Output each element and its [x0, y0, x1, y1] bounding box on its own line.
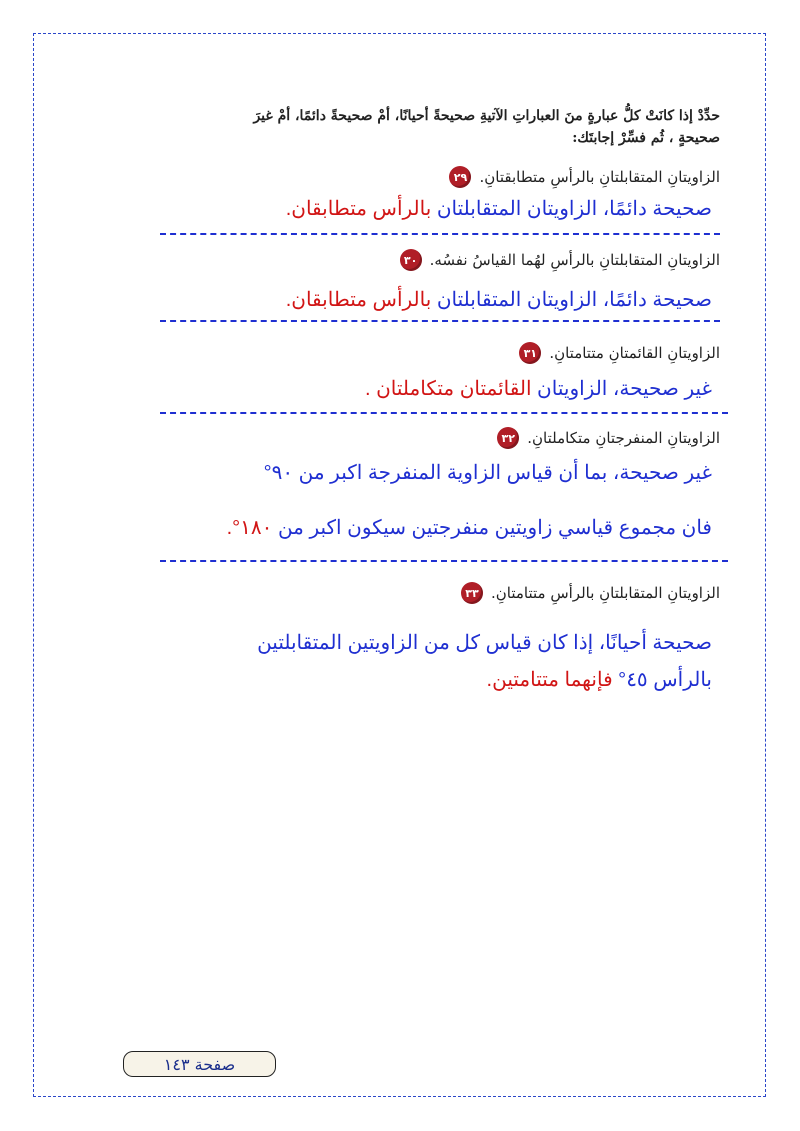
answer-33-line-1 — [257, 630, 712, 655]
question-33 — [461, 582, 720, 604]
question-29 — [449, 166, 720, 188]
answer-segment: غير صحيحة، الزاويتان — [531, 378, 712, 400]
answer-segment: بالرأس متطابقان. — [285, 198, 432, 220]
answer-segment: بالرأس ٤٥° — [612, 669, 712, 691]
answer-segment: صحيحة أحيانًا، إذا كان قياس كل من الزاويتين المتقابلتين — [257, 632, 712, 654]
answer-segment: صحيحة دائمًا، الزاويتان المتقابلتان — [431, 198, 712, 220]
instruction-text — [253, 105, 720, 149]
answer-segment: فان مجموع قياسي زاويتين منفرجتين سيكون اكبر من — [272, 517, 712, 539]
instruction-line-2: صحيحةٍ ، ثُم فسِّرْ إجابتَك: — [572, 130, 720, 146]
separator-line — [160, 320, 720, 322]
question-statement: الزاويتانِ المتقابلتانِ بالرأسِ متطابقتانِ. — [479, 168, 720, 186]
question-number-badge: ٢٩ — [449, 166, 471, 188]
question-number-badge: ٣٣ — [461, 582, 483, 604]
instruction-line-1: حدِّدْ إذا كانَتْ كلُّ عبارةٍ منَ العباراتِ الآتيةِ صحيحةً أحيانًا، أمْ صحيحةً دائمًا، أمْ غيرَ — [253, 108, 720, 124]
answer-segment: ١٨٠°. — [226, 517, 273, 539]
page-number-label: صفحة ١٤٣ — [123, 1051, 276, 1077]
answer-segment: بالرأس متطابقان. — [285, 289, 432, 311]
answer-31 — [365, 376, 712, 401]
answer-segment: صحيحة دائمًا، الزاويتان المتقابلتان — [431, 289, 712, 311]
separator-line — [160, 412, 728, 414]
answer-segment: غير صحيحة، بما أن قياس الزاوية المنفرجة اكبر من ٩٠° — [263, 462, 712, 484]
answer-30 — [286, 287, 712, 312]
separator-line — [160, 560, 728, 562]
answer-33-line-2 — [487, 667, 712, 692]
question-statement: الزاويتانِ القائمتانِ متتامتانِ. — [549, 344, 720, 362]
question-32 — [497, 427, 720, 449]
separator-line — [160, 233, 720, 235]
question-30 — [400, 249, 720, 271]
answer-32-line-1 — [264, 460, 712, 485]
question-number-badge: ٣٠ — [400, 249, 422, 271]
question-statement: الزاويتانِ المنفرجتانِ متكاملتانِ. — [527, 429, 720, 447]
question-31 — [519, 342, 720, 364]
answer-32-line-2 — [227, 515, 712, 540]
question-number-badge: ٣١ — [519, 342, 541, 364]
question-statement: الزاويتانِ المتقابلتانِ بالرأسِ متتامتانِ. — [490, 584, 720, 602]
question-number-badge: ٣٢ — [497, 427, 519, 449]
answer-segment: فإنهما متتامتين. — [486, 669, 613, 691]
question-statement: الزاويتانِ المتقابلتانِ بالرأسِ لهُما القياسُ نفسُه. — [429, 251, 720, 269]
answer-segment: القائمتان متكاملتان . — [364, 378, 532, 400]
answer-29 — [286, 196, 712, 221]
page-border — [33, 33, 766, 1097]
